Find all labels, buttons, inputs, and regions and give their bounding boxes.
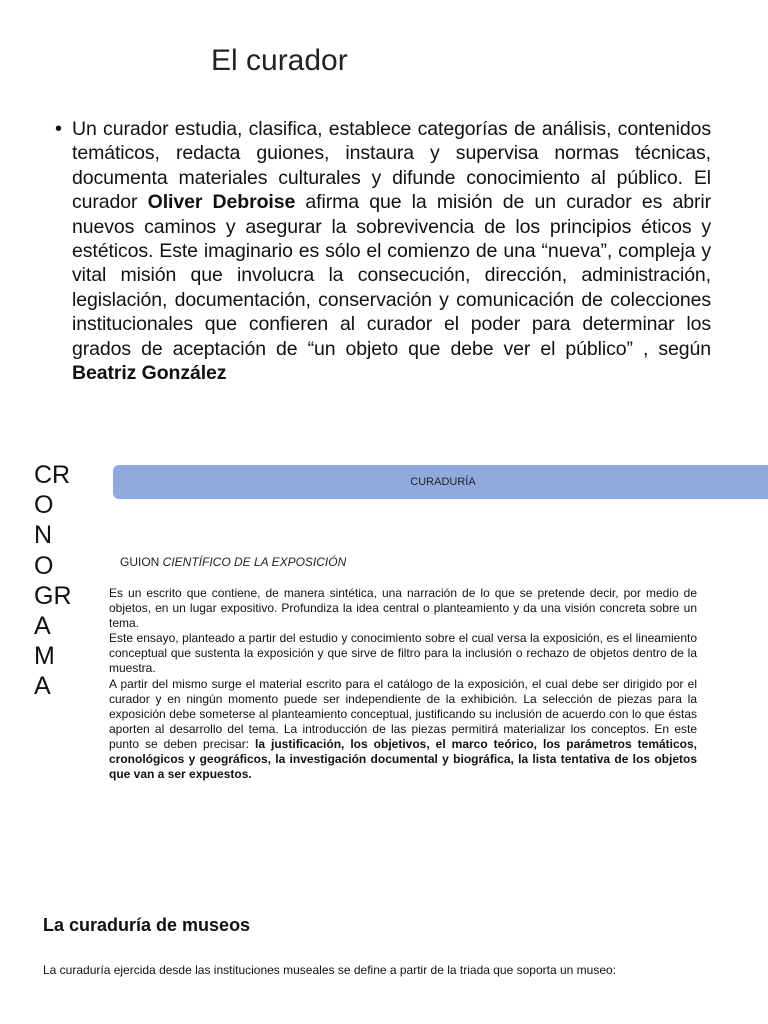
- paragraph: [109, 677, 697, 783]
- paragraph-bold-list: la justificación, los objetivos, el marco teórico, los parámetros temáticos, cronológicos y geográficos, la investigación documental y biográfica, la lista tentativa de los objetos que van a ser expuestos.: [109, 736, 698, 782]
- guion-heading: [120, 555, 346, 569]
- paragraph-text: A partir del mismo surge el material escrito para el catálogo de la exposición, el cual debe ser dirigido por el curador y en ningún momento puede ser independiente de la exhibición. La selección de piezas para la exposición debe someterse al planteamiento conceptual, justificando su inclusión de acuerdo con lo que éstas aporten al desarrollo del tema. La introducción de las piezas permitirá materializar los conceptos. En este punto se deben precisar:: [109, 676, 697, 751]
- bullet-text-a: Un curador estudia, clasifica, establece categorías de análisis, contenidos temáticos, redacta guiones, instaura y supervisa normas técnicas, documenta materiales culturales y difunde conocimiento al público. El curador: [72, 118, 711, 214]
- paragraph: Este ensayo, planteado a partir del estudio y conocimiento sobre el cual versa la exposición, es el lineamiento conceptual que sustenta la exposición y que sirve de filtro para la inclusión o rechazo de objetos dentro de la muestra.: [109, 631, 697, 676]
- bullet-paragraph: [55, 117, 711, 385]
- bullet-text: [72, 117, 711, 385]
- bold-name-debroise: Oliver Debroise: [147, 191, 296, 214]
- vertical-letter: N: [34, 521, 53, 550]
- vertical-letter: A: [34, 672, 51, 701]
- bullet-text-b: afirma que la misión de un curador es abrir nuevos caminos y asegurar la sobrevivencia de los principios éticos y estéticos. Este imaginario es sólo el comienzo de una “nueva”, compleja y vital misión que involucra la consecución, dirección, administración, legislación, documentación, conservación y comunicación de colecciones institucionales que confieren al curador el poder para determinar los grados de aceptación de “un objeto que debe ver el público” , según: [72, 191, 711, 360]
- section-intro-text: La curaduría ejercida desde las instituciones museales se define a partir de la triada que soporta un museo:: [43, 963, 617, 977]
- vertical-letter: M: [34, 642, 55, 671]
- page-title: El curador: [211, 44, 348, 77]
- guion-prefix: GUION: [120, 555, 163, 569]
- band-label: CURADURÍA: [410, 476, 476, 488]
- vertical-letter: O: [34, 491, 54, 520]
- guion-italic: CIENTÍFICO DE LA EXPOSICIÓN: [162, 555, 347, 569]
- bold-name-gonzalez: Beatriz González: [72, 362, 227, 385]
- paragraph: Es un escrito que contiene, de manera sintética, una narración de lo que se pretende decir, por medio de objetos, en un lugar expositivo. Profundiza la idea central o planteamiento y da una visión concreta sobre un tema.: [109, 586, 697, 631]
- guion-description: [109, 586, 697, 782]
- cropped-text-line: [0, 1016, 768, 1024]
- bullet-marker: •: [55, 118, 63, 140]
- curaduria-band: [113, 465, 768, 499]
- vertical-letter: CR: [34, 461, 71, 489]
- section-heading: La curaduría de museos: [43, 915, 251, 935]
- vertical-letter: A: [34, 611, 51, 640]
- vertical-letter: GR: [34, 581, 72, 610]
- vertical-letter: O: [34, 551, 54, 580]
- cronograma-vertical-word: [34, 460, 72, 702]
